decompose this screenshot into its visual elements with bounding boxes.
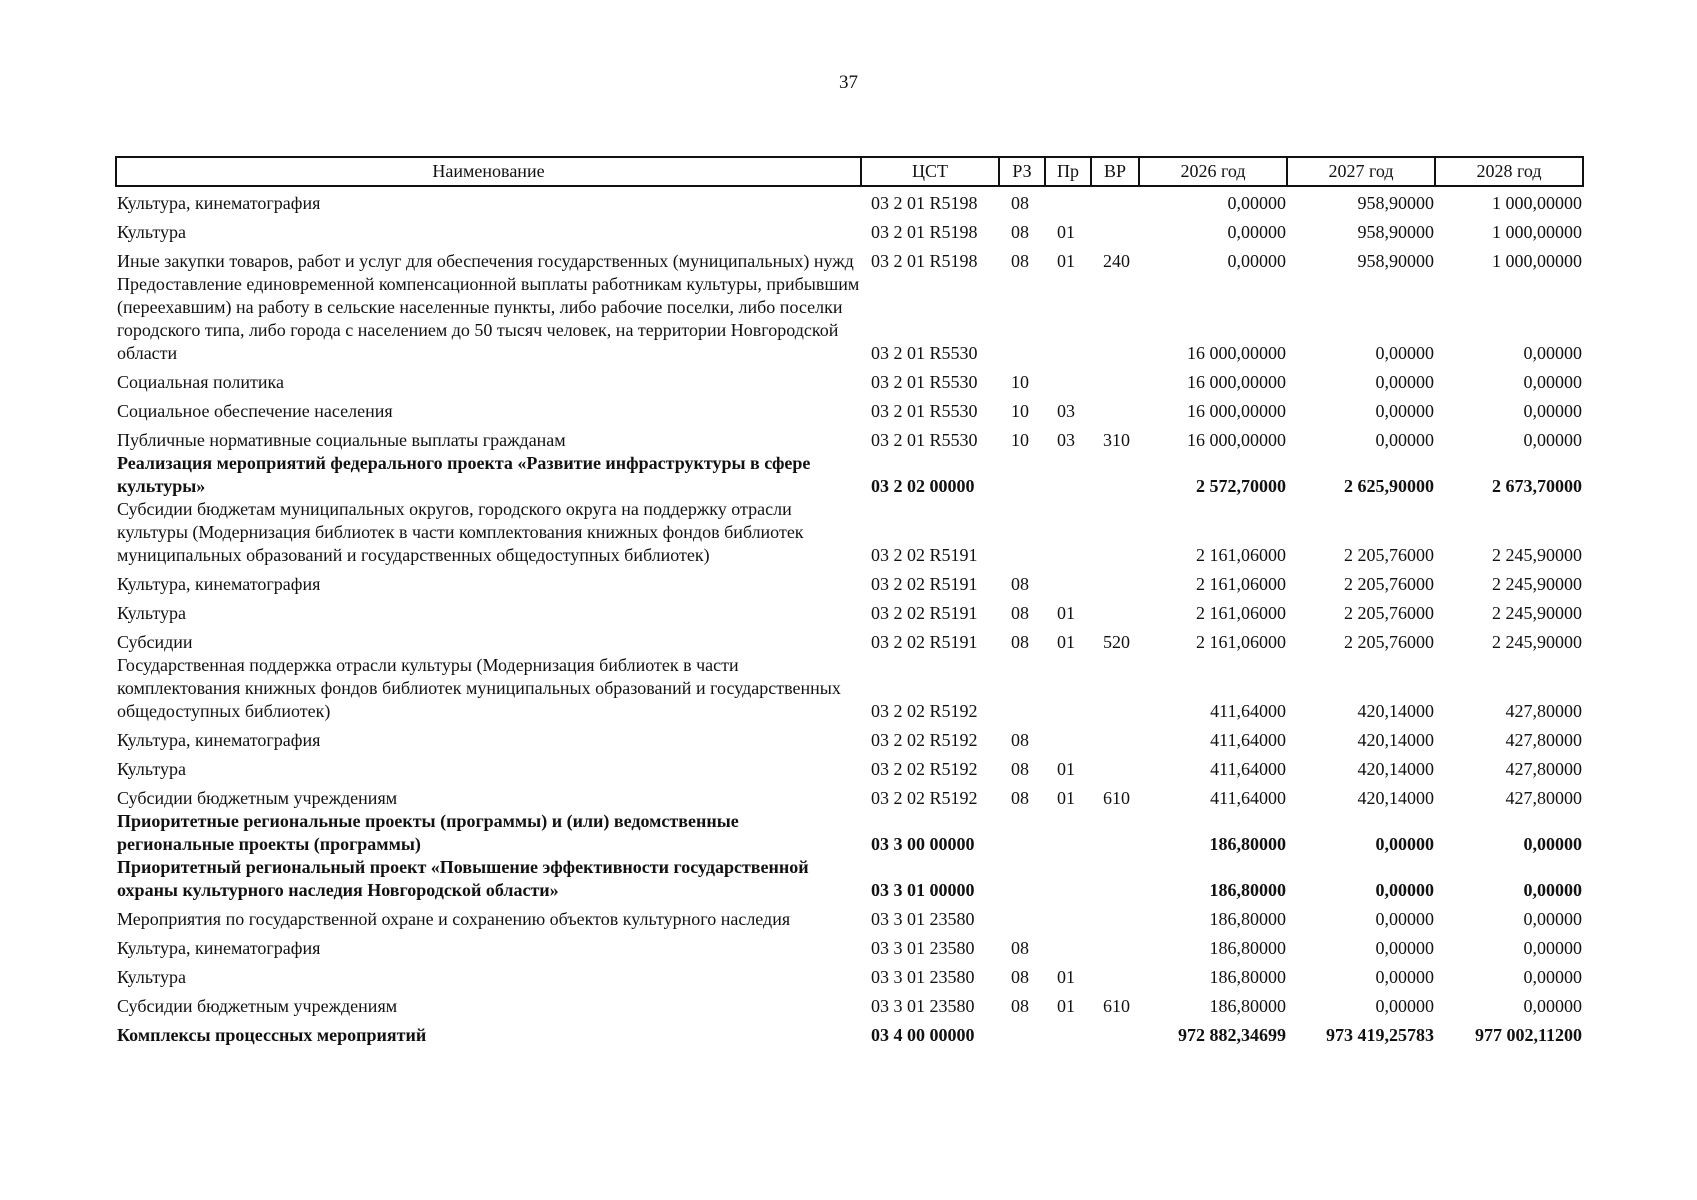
cell-2028: 2 245,90000 xyxy=(1492,632,1582,652)
cell-2028: 2 673,70000 xyxy=(1492,476,1582,496)
budget-table xyxy=(115,156,1584,1047)
cell-2026: 16 000,00000 xyxy=(1187,430,1286,450)
cell-2026: 186,80000 xyxy=(1209,996,1286,1016)
cell-2027: 0,00000 xyxy=(1375,343,1434,363)
cell-2028: 1 000,00000 xyxy=(1492,193,1582,213)
cell-name: Реализация мероприятий федерального проекта «Развитие инфраструктуры в сфере культуры» xyxy=(117,453,811,496)
cell-name: Социальная политика xyxy=(117,372,284,392)
cell-2027: 958,90000 xyxy=(1357,193,1434,213)
cell-vr xyxy=(1091,186,1139,215)
cell-2027: 0,00000 xyxy=(1375,834,1434,854)
cell-pr xyxy=(1045,931,1091,960)
table-row xyxy=(116,273,1583,365)
cell-vr xyxy=(1091,931,1139,960)
cell-vr xyxy=(1091,960,1139,989)
cell-rz: 08 xyxy=(1011,603,1029,623)
table-row xyxy=(116,856,1583,902)
cell-2028: 0,00000 xyxy=(1523,430,1582,450)
cell-pr xyxy=(1045,273,1091,365)
cell-2026: 2 161,06000 xyxy=(1196,603,1286,623)
cell-pr: 01 xyxy=(1057,996,1075,1016)
cell-vr xyxy=(1091,856,1139,902)
cell-vr xyxy=(1091,452,1139,498)
cell-pr xyxy=(1045,902,1091,931)
cell-vr xyxy=(1091,365,1139,394)
header-2026: 2026 год xyxy=(1139,157,1287,186)
cell-cst: 03 3 01 23580 xyxy=(871,996,975,1016)
header-rz: РЗ xyxy=(999,157,1045,186)
table-row xyxy=(116,186,1583,215)
cell-rz xyxy=(999,902,1045,931)
cell-rz: 08 xyxy=(1011,222,1029,242)
cell-2028: 1 000,00000 xyxy=(1492,222,1582,242)
cell-cst: 03 2 02 R5192 xyxy=(871,701,978,721)
header-pr: Пр xyxy=(1045,157,1091,186)
cell-pr: 03 xyxy=(1057,430,1075,450)
cell-vr: 240 xyxy=(1103,251,1130,271)
cell-rz xyxy=(999,810,1045,856)
table-row xyxy=(116,752,1583,781)
cell-pr xyxy=(1045,856,1091,902)
header-row xyxy=(116,157,1583,186)
cell-rz: 08 xyxy=(1011,967,1029,987)
header-2028: 2028 год xyxy=(1435,157,1583,186)
cell-2027: 2 205,76000 xyxy=(1344,603,1434,623)
table-row xyxy=(116,654,1583,723)
cell-rz: 08 xyxy=(1011,938,1029,958)
cell-vr xyxy=(1091,902,1139,931)
cell-name: Социальное обеспечение населения xyxy=(117,401,393,421)
cell-cst: 03 2 01 R5198 xyxy=(871,193,978,213)
cell-rz xyxy=(999,654,1045,723)
cell-2027: 420,14000 xyxy=(1357,788,1434,808)
cell-rz: 08 xyxy=(1011,193,1029,213)
cell-cst: 03 2 01 R5530 xyxy=(871,372,978,392)
table-row xyxy=(116,498,1583,567)
cell-rz xyxy=(999,273,1045,365)
cell-2027: 0,00000 xyxy=(1375,401,1434,421)
cell-cst: 03 3 01 23580 xyxy=(871,967,975,987)
cell-name: Приоритетные региональные проекты (программы) и (или) ведомственные региональные проекты (программы) xyxy=(117,811,739,854)
cell-name: Субсидии бюджетным учреждениям xyxy=(117,996,398,1016)
cell-2027: 2 205,76000 xyxy=(1344,574,1434,594)
cell-2026: 186,80000 xyxy=(1209,909,1286,929)
header-2027: 2027 год xyxy=(1287,157,1435,186)
cell-2028: 0,00000 xyxy=(1523,938,1582,958)
cell-2026: 411,64000 xyxy=(1210,788,1286,808)
cell-2026: 411,64000 xyxy=(1210,759,1286,779)
cell-2027: 0,00000 xyxy=(1375,880,1434,900)
cell-rz: 10 xyxy=(1011,372,1029,392)
cell-2027: 420,14000 xyxy=(1357,730,1434,750)
cell-pr xyxy=(1045,452,1091,498)
cell-vr xyxy=(1091,1018,1139,1047)
cell-2027: 0,00000 xyxy=(1375,996,1434,1016)
cell-name: Иные закупки товаров, работ и услуг для обеспечения государственных (муниципальных) нужд xyxy=(117,251,854,271)
cell-vr: 520 xyxy=(1103,632,1130,652)
cell-pr: 01 xyxy=(1057,632,1075,652)
cell-pr: 01 xyxy=(1057,603,1075,623)
table-row xyxy=(116,215,1583,244)
table-row xyxy=(116,931,1583,960)
cell-pr xyxy=(1045,723,1091,752)
cell-cst: 03 2 02 00000 xyxy=(871,476,975,496)
cell-2028: 1 000,00000 xyxy=(1492,251,1582,271)
cell-pr: 01 xyxy=(1057,222,1075,242)
page-number: 37 xyxy=(839,72,858,93)
cell-name: Публичные нормативные социальные выплаты гражданам xyxy=(117,430,566,450)
cell-rz: 08 xyxy=(1011,730,1029,750)
cell-vr xyxy=(1091,752,1139,781)
cell-cst: 03 2 01 R5198 xyxy=(871,251,978,271)
cell-2028: 427,80000 xyxy=(1505,788,1582,808)
cell-2027: 973 419,25783 xyxy=(1326,1025,1434,1045)
cell-pr: 01 xyxy=(1057,788,1075,808)
cell-vr: 610 xyxy=(1103,788,1130,808)
table-row xyxy=(116,394,1583,423)
cell-vr xyxy=(1091,596,1139,625)
cell-2028: 427,80000 xyxy=(1505,730,1582,750)
table-row xyxy=(116,781,1583,810)
cell-cst: 03 2 02 R5191 xyxy=(871,603,978,623)
cell-2028: 427,80000 xyxy=(1505,759,1582,779)
cell-name: Субсидии xyxy=(117,632,193,652)
cell-2026: 2 572,70000 xyxy=(1196,476,1286,496)
table-row xyxy=(116,989,1583,1018)
cell-name: Культура xyxy=(117,222,186,242)
cell-pr: 01 xyxy=(1057,251,1075,271)
cell-2028: 2 245,90000 xyxy=(1492,545,1582,565)
cell-2027: 958,90000 xyxy=(1357,222,1434,242)
cell-2028: 427,80000 xyxy=(1505,701,1582,721)
cell-2027: 2 205,76000 xyxy=(1344,545,1434,565)
cell-2028: 0,00000 xyxy=(1523,880,1582,900)
cell-vr xyxy=(1091,273,1139,365)
cell-cst: 03 2 02 R5192 xyxy=(871,759,978,779)
cell-2027: 0,00000 xyxy=(1375,967,1434,987)
cell-2026: 411,64000 xyxy=(1210,730,1286,750)
table-body xyxy=(116,186,1583,1047)
cell-2028: 0,00000 xyxy=(1523,343,1582,363)
table-row xyxy=(116,596,1583,625)
table-row xyxy=(116,567,1583,596)
cell-vr xyxy=(1091,810,1139,856)
cell-name: Культура, кинематография xyxy=(117,574,321,594)
cell-name: Мероприятия по государственной охране и сохранению объектов культурного наследия xyxy=(117,909,791,929)
cell-2028: 0,00000 xyxy=(1523,909,1582,929)
cell-2026: 2 161,06000 xyxy=(1196,545,1286,565)
cell-vr xyxy=(1091,215,1139,244)
table-row xyxy=(116,625,1583,654)
cell-cst: 03 2 02 R5191 xyxy=(871,545,978,565)
cell-2028: 0,00000 xyxy=(1523,834,1582,854)
table-row xyxy=(116,1018,1583,1047)
cell-rz: 08 xyxy=(1011,251,1029,271)
cell-pr: 01 xyxy=(1057,967,1075,987)
table-row xyxy=(116,365,1583,394)
cell-pr xyxy=(1045,654,1091,723)
header-name: Наименование xyxy=(116,157,861,186)
cell-vr xyxy=(1091,498,1139,567)
cell-2027: 2 625,90000 xyxy=(1344,476,1434,496)
cell-2026: 0,00000 xyxy=(1227,222,1286,242)
cell-cst: 03 2 01 R5530 xyxy=(871,401,978,421)
cell-vr xyxy=(1091,723,1139,752)
cell-cst: 03 3 01 00000 xyxy=(871,880,975,900)
cell-name: Государственная поддержка отрасли культуры (Модернизация библиотек в части комплектования книжных фондов библиотек муниципальных образований и государственных общедоступных библиотек) xyxy=(117,655,841,721)
cell-name: Предоставление единовременной компенсационной выплаты работникам культуры, прибывшим (переехавшим) на работу в сельские населенные пункты, либо рабочие поселки, либо поселки городского типа, либо города с населением до 50 тысяч человек, на территории Новгородской области xyxy=(117,274,860,363)
cell-2027: 420,14000 xyxy=(1357,759,1434,779)
cell-2027: 0,00000 xyxy=(1375,909,1434,929)
header-cst: ЦСТ xyxy=(861,157,999,186)
cell-2028: 0,00000 xyxy=(1523,996,1582,1016)
cell-rz: 08 xyxy=(1011,788,1029,808)
cell-2026: 16 000,00000 xyxy=(1187,401,1286,421)
cell-2026: 186,80000 xyxy=(1209,880,1286,900)
cell-vr xyxy=(1091,394,1139,423)
cell-2028: 2 245,90000 xyxy=(1492,574,1582,594)
cell-cst: 03 2 02 R5191 xyxy=(871,632,978,652)
cell-2027: 0,00000 xyxy=(1375,938,1434,958)
cell-pr xyxy=(1045,810,1091,856)
cell-name: Культура, кинематография xyxy=(117,938,321,958)
cell-cst: 03 4 00 00000 xyxy=(871,1025,975,1045)
cell-vr: 610 xyxy=(1103,996,1130,1016)
header-vr: ВР xyxy=(1091,157,1139,186)
cell-name: Комплексы процессных мероприятий xyxy=(117,1025,427,1045)
cell-2026: 0,00000 xyxy=(1227,193,1286,213)
cell-cst: 03 2 01 R5198 xyxy=(871,222,978,242)
table-row xyxy=(116,423,1583,452)
cell-rz: 10 xyxy=(1011,401,1029,421)
cell-2026: 411,64000 xyxy=(1210,701,1286,721)
cell-rz xyxy=(999,856,1045,902)
table-row xyxy=(116,960,1583,989)
cell-2027: 2 205,76000 xyxy=(1344,632,1434,652)
cell-2028: 2 245,90000 xyxy=(1492,603,1582,623)
cell-2026: 16 000,00000 xyxy=(1187,343,1286,363)
table-row xyxy=(116,244,1583,273)
cell-2027: 0,00000 xyxy=(1375,430,1434,450)
cell-name: Субсидии бюджетным учреждениям xyxy=(117,788,398,808)
table-row xyxy=(116,452,1583,498)
cell-2026: 186,80000 xyxy=(1209,938,1286,958)
cell-cst: 03 3 01 23580 xyxy=(871,909,975,929)
cell-name: Культура, кинематография xyxy=(117,730,321,750)
cell-pr xyxy=(1045,186,1091,215)
cell-cst: 03 2 02 R5191 xyxy=(871,574,978,594)
cell-name: Культура xyxy=(117,603,186,623)
cell-cst: 03 2 01 R5530 xyxy=(871,343,978,363)
table-row xyxy=(116,902,1583,931)
cell-name: Культура xyxy=(117,967,186,987)
cell-name: Культура xyxy=(117,759,186,779)
cell-pr xyxy=(1045,365,1091,394)
cell-2028: 0,00000 xyxy=(1523,967,1582,987)
cell-2026: 186,80000 xyxy=(1209,967,1286,987)
cell-name: Субсидии бюджетам муниципальных округов, городского округа на поддержку отрасли культуры (Модернизация библиотек в части комплектования книжных фондов библиотек муниципальных образований и государственных общедоступных библиотек) xyxy=(117,499,804,565)
cell-rz: 08 xyxy=(1011,759,1029,779)
cell-2027: 958,90000 xyxy=(1357,251,1434,271)
cell-2028: 0,00000 xyxy=(1523,372,1582,392)
cell-2026: 186,80000 xyxy=(1209,834,1286,854)
cell-2028: 977 002,11200 xyxy=(1474,1025,1582,1045)
cell-2026: 2 161,06000 xyxy=(1196,632,1286,652)
cell-pr xyxy=(1045,1018,1091,1047)
cell-rz xyxy=(999,498,1045,567)
cell-vr xyxy=(1091,654,1139,723)
cell-vr xyxy=(1091,567,1139,596)
cell-2028: 0,00000 xyxy=(1523,401,1582,421)
cell-pr: 03 xyxy=(1057,401,1075,421)
cell-name: Культура, кинематография xyxy=(117,193,321,213)
cell-rz: 08 xyxy=(1011,996,1029,1016)
cell-2027: 0,00000 xyxy=(1375,372,1434,392)
table-row xyxy=(116,723,1583,752)
cell-pr xyxy=(1045,567,1091,596)
cell-pr: 01 xyxy=(1057,759,1075,779)
cell-2026: 972 882,34699 xyxy=(1178,1025,1286,1045)
cell-cst: 03 3 00 00000 xyxy=(871,834,975,854)
cell-2026: 0,00000 xyxy=(1227,251,1286,271)
cell-rz: 10 xyxy=(1011,430,1029,450)
cell-cst: 03 2 02 R5192 xyxy=(871,730,978,750)
cell-vr: 310 xyxy=(1103,430,1130,450)
cell-cst: 03 2 01 R5530 xyxy=(871,430,978,450)
cell-rz xyxy=(999,1018,1045,1047)
table-row xyxy=(116,810,1583,856)
cell-pr xyxy=(1045,498,1091,567)
cell-2027: 420,14000 xyxy=(1357,701,1434,721)
cell-rz xyxy=(999,452,1045,498)
cell-rz: 08 xyxy=(1011,632,1029,652)
cell-2026: 16 000,00000 xyxy=(1187,372,1286,392)
cell-rz: 08 xyxy=(1011,574,1029,594)
cell-cst: 03 3 01 23580 xyxy=(871,938,975,958)
cell-2026: 2 161,06000 xyxy=(1196,574,1286,594)
table-header xyxy=(116,157,1583,186)
cell-cst: 03 2 02 R5192 xyxy=(871,788,978,808)
cell-name: Приоритетный региональный проект «Повышение эффективности государственной охраны культурного наследия Новгородской области» xyxy=(117,857,809,900)
